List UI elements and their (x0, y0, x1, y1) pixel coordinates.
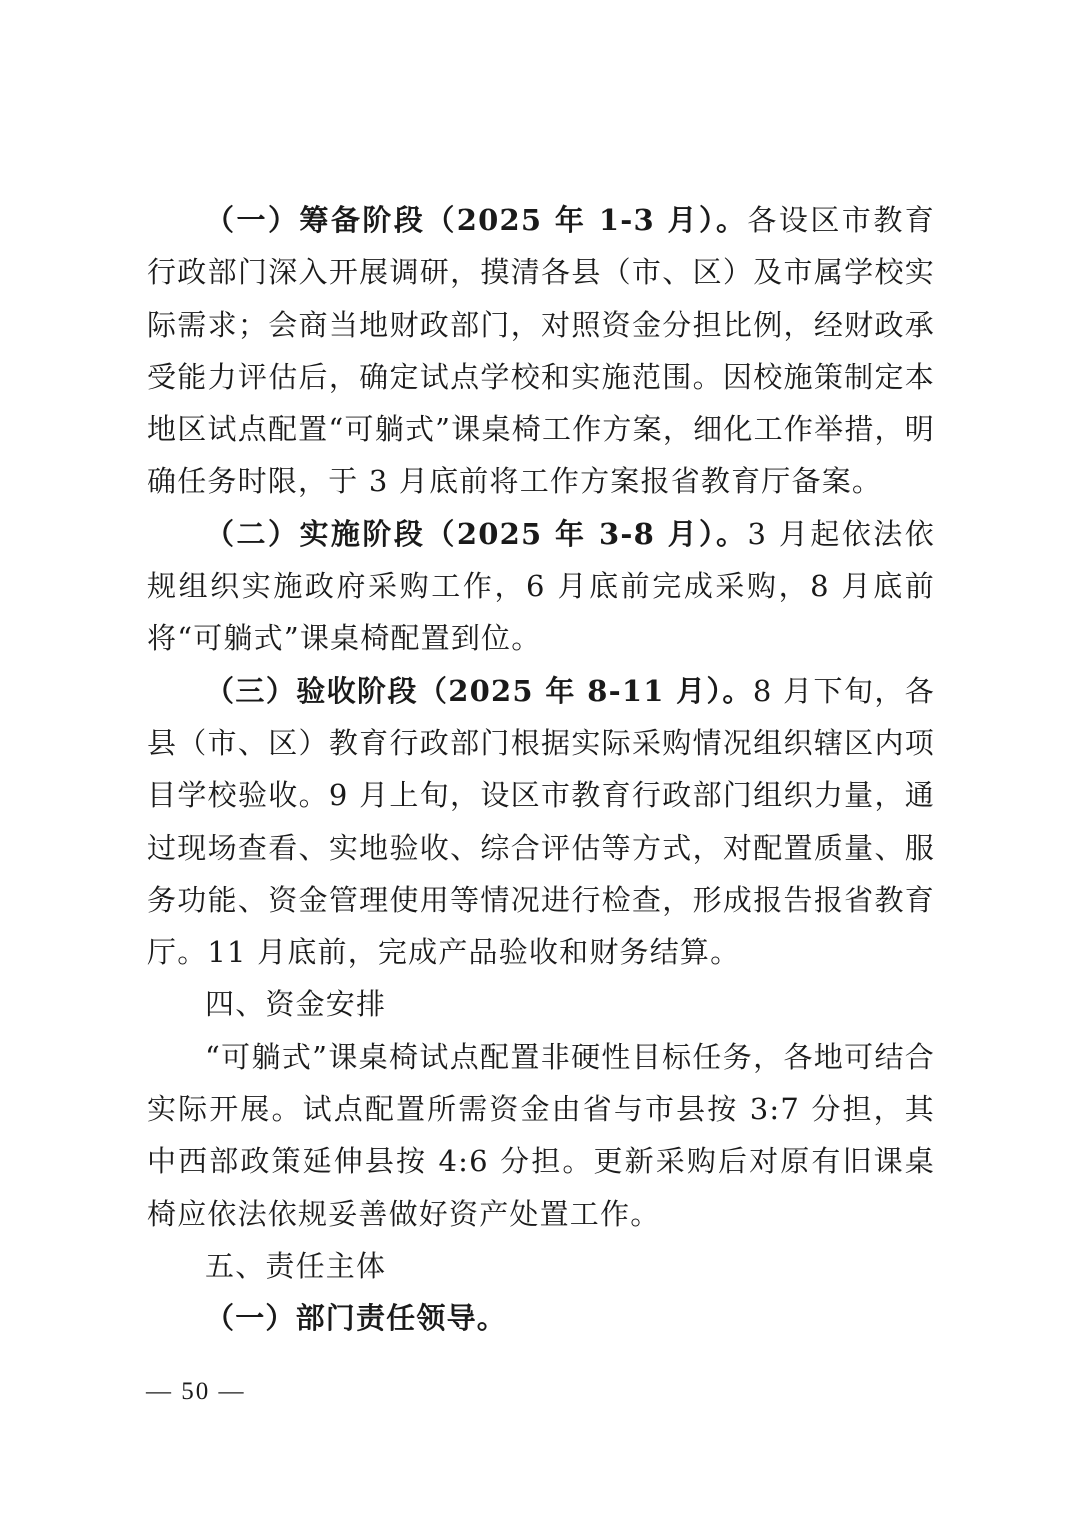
document-body (147, 194, 935, 1345)
funding-body: “可躺式”课桌椅试点配置非硬性目标任务，各地可结合实际开展。试点配置所需资金由省与市县按 3:7 分担，其中西部政策延伸县按 4:6 分担。更新采购后对原有旧课桌椅应依法依规妥善做好资产处置工作。 (147, 1039, 935, 1231)
stage1-body: 各设区市教育行政部门深入开展调研，摸清各县（市、区）及市属学校实际需求；会商当地财政部门，对照资金分担比例，经财政承受能力评估后，确定试点学校和实施范围。因校施策制定本地区试点配置“可躺式”课桌椅工作方案，细化工作举措，明确任务时限，于 3 月底前将工作方案报省教育厅备案。 (147, 203, 935, 499)
page-number: — 50 — (146, 1378, 246, 1405)
stage3-paragraph (147, 665, 935, 979)
funding-heading: 四、资金安排 (205, 987, 387, 1022)
stage3-title: （三）验收阶段（2025 年 8-11 月）。 (205, 673, 753, 708)
stage2-body: 3 月起依法依规组织实施政府采购工作，6 月底前完成采购，8 月底前将“可躺式”课桌椅配置到位。 (147, 516, 935, 656)
stage2-paragraph (147, 508, 935, 665)
stage1-title: （一）筹备阶段（2025 年 1-3 月）。 (205, 203, 748, 237)
responsibility-subheading: （一）部门责任领导。 (205, 1301, 508, 1336)
stage1-paragraph (147, 194, 935, 508)
stage2-title: （二）实施阶段（2025 年 3-8 月）。 (205, 516, 748, 551)
stage3-body: 8 月下旬，各县（市、区）教育行政部门根据实际采购情况组织辖区内项目学校验收。9 月上旬，设区市教育行政部门组织力量，通过现场查看、实地验收、综合评估等方式，对配置质量、服务功能、资金管理使用等情况进行检查，形成报告报省教育厅。11 月底前，完成产品验收和财务结算。 (147, 673, 935, 970)
responsibility-heading: 五、责任主体 (205, 1248, 387, 1283)
